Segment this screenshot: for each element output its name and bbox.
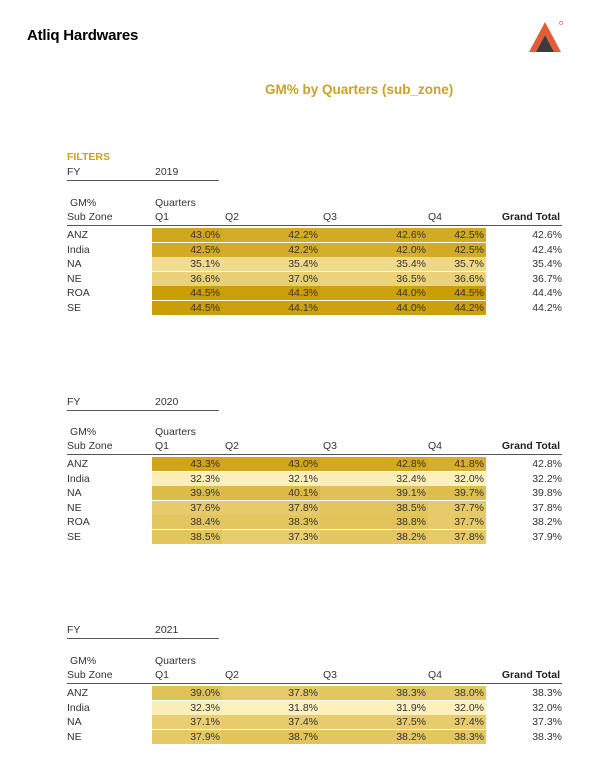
gm-cell[interactable]: 43.0% <box>222 457 320 471</box>
table-header <box>67 669 562 684</box>
sub-zone-label: NE <box>67 272 82 285</box>
gm-cell[interactable]: 39.0% <box>152 686 222 700</box>
gm-cell[interactable]: 32.4% <box>320 472 428 486</box>
row-header-gm: GM% <box>70 197 97 209</box>
fy-label: FY <box>67 624 81 636</box>
row-header-subzone: Sub Zone <box>67 440 113 452</box>
sub-zone-label: SE <box>67 530 82 543</box>
gm-cell[interactable]: 32.3% <box>152 701 222 715</box>
grand-total-cell: 32.2% <box>532 472 562 485</box>
fy-label: FY <box>67 396 81 408</box>
gm-cell[interactable]: 38.3% <box>428 730 486 744</box>
gm-cell[interactable]: 44.0% <box>320 286 428 300</box>
gm-cell[interactable]: 32.0% <box>428 472 486 486</box>
table-row[interactable] <box>67 228 562 242</box>
fy-value[interactable]: 2019 <box>155 166 179 178</box>
fy-label: FY <box>67 166 81 178</box>
gm-cell[interactable]: 37.3% <box>222 530 320 544</box>
gm-cell[interactable]: 42.2% <box>222 243 320 257</box>
grand-total-cell: 35.4% <box>532 258 562 270</box>
gm-cell[interactable]: 36.6% <box>152 272 222 286</box>
gm-cell[interactable]: 37.0% <box>222 272 320 286</box>
gm-cell[interactable]: 35.4% <box>222 257 320 271</box>
gm-cell[interactable]: 38.2% <box>320 530 428 544</box>
grand-total-cell: 42.8% <box>532 458 562 470</box>
col-header-q3[interactable]: Q3 <box>323 211 338 223</box>
col-header-q1[interactable]: Q1 <box>155 211 170 223</box>
col-header-grand-total[interactable]: Grand Total <box>501 440 560 452</box>
sub-zone-label: ANZ <box>67 229 88 241</box>
fy-filter-2021[interactable] <box>67 624 219 639</box>
row-header-gm: GM% <box>70 655 97 667</box>
col-header-q4[interactable]: Q4 <box>428 669 443 681</box>
sub-zone-label: India <box>67 472 90 485</box>
fy-filter-2020[interactable] <box>67 396 219 411</box>
col-header-quarters: Quarters <box>155 655 196 667</box>
gm-cell[interactable]: 44.5% <box>428 286 486 300</box>
gm-cell[interactable]: 43.3% <box>152 457 222 471</box>
gm-cell[interactable]: 35.7% <box>428 257 486 271</box>
gm-cell[interactable]: 35.1% <box>152 257 222 271</box>
grand-total-cell: 37.9% <box>532 530 562 543</box>
gm-cell[interactable]: 44.3% <box>222 286 320 300</box>
gm-cell[interactable]: 42.2% <box>222 228 320 242</box>
gm-cell[interactable]: 36.5% <box>320 272 428 286</box>
row-header-subzone: Sub Zone <box>67 211 113 223</box>
table-header <box>67 440 562 455</box>
fy-filter-2019[interactable] <box>67 166 219 181</box>
gm-cell[interactable]: 37.8% <box>222 501 320 515</box>
sub-zone-label: ANZ <box>67 458 88 470</box>
gm-cell[interactable]: 44.2% <box>428 301 486 315</box>
grand-total-cell: 42.6% <box>532 229 562 241</box>
gm-cell[interactable]: 37.4% <box>428 715 486 729</box>
gm-cell[interactable]: 44.5% <box>152 301 222 315</box>
report-title: GM% by Quarters (sub_zone) <box>265 82 454 97</box>
table-row[interactable] <box>67 701 562 715</box>
sub-zone-label: ANZ <box>67 687 88 699</box>
gm-cell[interactable]: 42.8% <box>320 457 428 471</box>
grand-total-cell: 38.2% <box>532 516 562 528</box>
gm-cell[interactable]: 39.1% <box>320 486 428 500</box>
table-header <box>67 211 562 226</box>
gm-cell[interactable]: 35.4% <box>320 257 428 271</box>
gm-cell[interactable]: 37.8% <box>222 686 320 700</box>
table-row[interactable] <box>67 715 562 729</box>
company-name: Atliq Hardwares <box>27 27 139 44</box>
col-header-q4[interactable]: Q4 <box>428 440 443 452</box>
sub-zone-label: ROA <box>67 516 90 528</box>
grand-total-cell: 37.3% <box>532 716 562 728</box>
gm-cell[interactable]: 32.0% <box>428 701 486 715</box>
gm-cell[interactable]: 44.0% <box>320 301 428 315</box>
gm-cell[interactable]: 38.3% <box>320 686 428 700</box>
col-header-quarters: Quarters <box>155 197 196 209</box>
col-header-q2[interactable]: Q2 <box>225 440 240 452</box>
gm-cell[interactable]: 37.5% <box>320 715 428 729</box>
gm-cell[interactable]: 42.5% <box>428 228 486 242</box>
gm-cell[interactable]: 37.1% <box>152 715 222 729</box>
col-header-q1[interactable]: Q1 <box>155 440 170 452</box>
gm-cell[interactable]: 38.4% <box>152 515 222 529</box>
gm-cell[interactable]: 37.7% <box>428 515 486 529</box>
gm-cell[interactable]: 38.2% <box>320 730 428 744</box>
table-row[interactable] <box>67 515 562 529</box>
gm-cell[interactable]: 38.5% <box>152 530 222 544</box>
gm-cell[interactable]: 31.9% <box>320 701 428 715</box>
col-header-quarters: Quarters <box>155 426 196 438</box>
table-row[interactable] <box>67 730 562 744</box>
gm-cell[interactable]: 39.9% <box>152 486 222 500</box>
table-row[interactable] <box>67 530 562 544</box>
gm-cell[interactable]: 38.8% <box>320 515 428 529</box>
col-header-q1[interactable]: Q1 <box>155 669 170 681</box>
gm-cell[interactable]: 31.8% <box>222 701 320 715</box>
table-row[interactable] <box>67 472 562 486</box>
row-header-subzone: Sub Zone <box>67 669 113 681</box>
table-row[interactable] <box>67 243 562 257</box>
gm-cell[interactable]: 41.8% <box>428 457 486 471</box>
col-header-grand-total[interactable]: Grand Total <box>501 211 560 223</box>
row-header-gm: GM% <box>70 426 97 438</box>
grand-total-cell: 37.8% <box>532 501 562 514</box>
gm-cell[interactable]: 37.9% <box>152 730 222 744</box>
gm-cell[interactable]: 42.5% <box>152 243 222 257</box>
col-header-q4[interactable]: Q4 <box>428 211 443 223</box>
col-header-q2[interactable]: Q2 <box>225 669 240 681</box>
gm-cell[interactable]: 37.7% <box>428 501 486 515</box>
table-row[interactable] <box>67 486 562 500</box>
grand-total-cell: 42.4% <box>532 243 562 256</box>
gm-cell[interactable]: 39.7% <box>428 486 486 500</box>
table-row[interactable] <box>67 257 562 271</box>
sub-zone-label: NE <box>67 730 82 743</box>
sub-zone-label: NA <box>67 258 82 270</box>
gm-cell[interactable]: 32.1% <box>222 472 320 486</box>
col-header-grand-total[interactable]: Grand Total <box>501 669 560 681</box>
grand-total-cell: 36.7% <box>532 272 562 285</box>
atliq-logo <box>525 18 565 54</box>
gm-cell[interactable]: 42.5% <box>428 243 486 257</box>
gm-cell[interactable]: 40.1% <box>222 486 320 500</box>
sub-zone-label: NA <box>67 487 82 499</box>
grand-total-cell: 38.3% <box>532 687 562 699</box>
fy-value[interactable]: 2020 <box>155 396 179 408</box>
col-header-q3[interactable]: Q3 <box>323 440 338 452</box>
grand-total-cell: 44.4% <box>532 287 562 299</box>
gm-cell[interactable]: 38.7% <box>222 730 320 744</box>
gm-cell[interactable]: 37.8% <box>428 530 486 544</box>
gm-cell[interactable]: 38.5% <box>320 501 428 515</box>
grand-total-cell: 38.3% <box>532 730 562 743</box>
sub-zone-label: SE <box>67 301 82 314</box>
filters-label: FILTERS <box>67 151 110 163</box>
grand-total-cell: 39.8% <box>532 487 562 499</box>
gm-cell[interactable]: 43.0% <box>152 228 222 242</box>
gm-cell[interactable]: 36.6% <box>428 272 486 286</box>
table-row[interactable] <box>67 501 562 515</box>
table-row[interactable] <box>67 686 562 700</box>
sub-zone-label: India <box>67 701 90 714</box>
sub-zone-label: ROA <box>67 287 90 299</box>
gm-cell[interactable]: 38.3% <box>222 515 320 529</box>
grand-total-cell: 44.2% <box>532 301 562 314</box>
grand-total-cell: 32.0% <box>532 701 562 714</box>
fy-value[interactable]: 2021 <box>155 624 179 636</box>
gm-cell[interactable]: 44.5% <box>152 286 222 300</box>
gm-cell[interactable]: 37.4% <box>222 715 320 729</box>
gm-cell[interactable]: 44.1% <box>222 301 320 315</box>
table-row[interactable] <box>67 286 562 300</box>
gm-cell[interactable]: 42.6% <box>320 228 428 242</box>
table-row[interactable] <box>67 301 562 315</box>
gm-cell[interactable]: 38.0% <box>428 686 486 700</box>
sub-zone-label: NE <box>67 501 82 514</box>
table-row[interactable] <box>67 457 562 471</box>
gm-cell[interactable]: 42.0% <box>320 243 428 257</box>
table-row[interactable] <box>67 272 562 286</box>
col-header-q2[interactable]: Q2 <box>225 211 240 223</box>
col-header-q3[interactable]: Q3 <box>323 669 338 681</box>
gm-cell[interactable]: 37.6% <box>152 501 222 515</box>
sub-zone-label: India <box>67 243 90 256</box>
gm-cell[interactable]: 32.3% <box>152 472 222 486</box>
sub-zone-label: NA <box>67 716 82 728</box>
